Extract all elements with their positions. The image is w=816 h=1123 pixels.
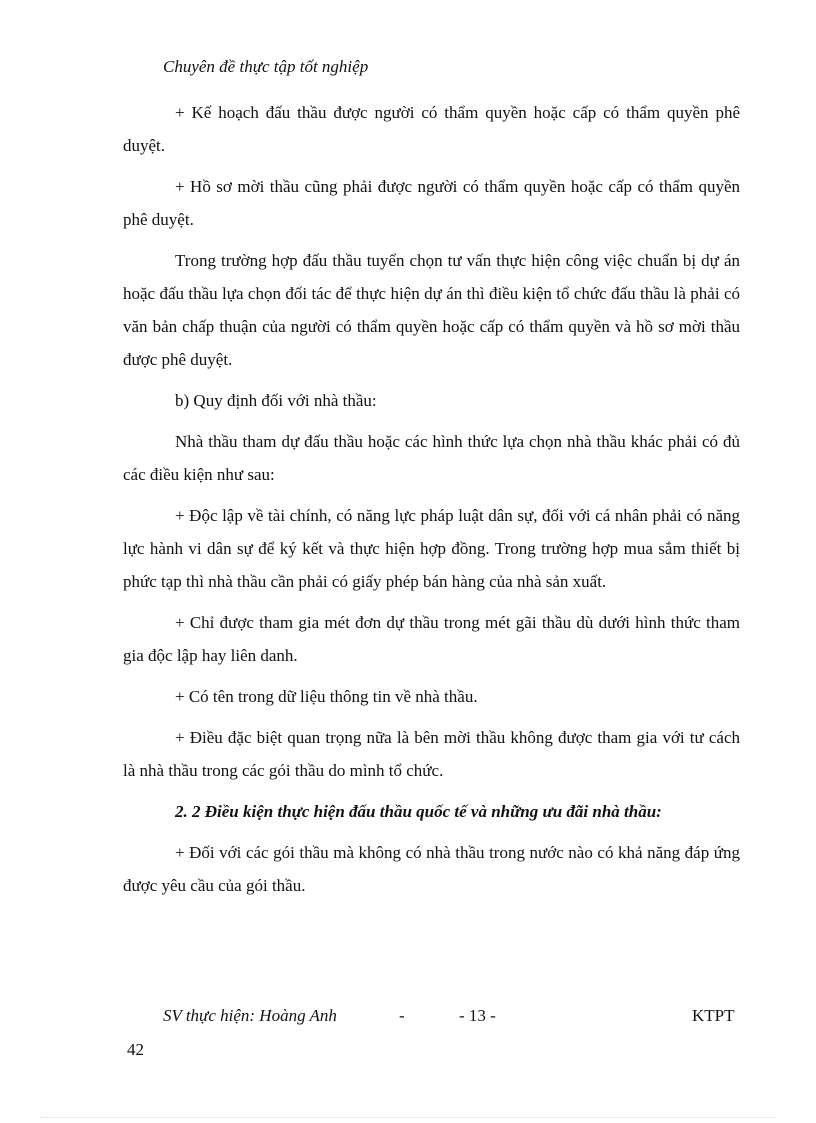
paragraph: Nhà thầu tham dự đấu thầu hoặc các hình thức lựa chọn nhà thầu khác phải có đủ các điều kiện như sau: xyxy=(123,432,740,484)
paragraph: + Chỉ được tham gia mét đơn dự thầu trong mét gãi thầu dù dưới hình thức tham gia độc lập hay liên danh. xyxy=(123,613,740,665)
paragraph: + Đối với các gói thầu mà không có nhà thầu trong nước nào có khả năng đáp ứng được yêu cầu của gói thầu. xyxy=(123,843,740,895)
footer-class-number: 42 xyxy=(127,1040,144,1059)
page-header: Chuyên đề thực tập tốt nghiệp xyxy=(163,57,369,76)
section-heading: 2. 2 Điều kiện thực hiện đấu thầu quốc tế và những ưu đãi nhà thầu: xyxy=(175,802,662,821)
footer-page-number: - 13 - xyxy=(459,1006,496,1025)
paragraph: + Có tên trong dữ liệu thông tin về nhà thầu. xyxy=(175,687,478,706)
document-body xyxy=(123,96,740,910)
paragraph: Trong trường hợp đấu thầu tuyển chọn tư vấn thực hiện công việc chuẩn bị dự án hoặc đấu thầu lựa chọn đối tác để thực hiện dự án thì điều kiện tổ chức đấu thầu là phải có văn bản chấp thuận của người có thẩm quyền hoặc cấp có thẩm quyền và hồ sơ mời thầu được phê duyệt. xyxy=(123,251,740,369)
paragraph: b) Quy định đối với nhà thầu: xyxy=(175,391,377,410)
bottom-divider xyxy=(40,1117,776,1118)
paragraph: + Hồ sơ mời thầu cũng phải được người có thẩm quyền hoặc cấp có thẩm quyền phê duyệt. xyxy=(123,177,740,229)
footer-author: SV thực hiện: Hoàng Anh xyxy=(163,1006,337,1025)
paragraph: + Điều đặc biệt quan trọng nữa là bên mời thầu không được tham gia với tư cách là nhà thầu trong các gói thầu do mình tổ chức. xyxy=(123,728,740,780)
paragraph: + Độc lập về tài chính, có năng lực pháp luật dân sự, đối với cá nhân phải có năng lực hành vi dân sự để ký kết và thực hiện hợp đồng. Trong trường hợp mua sắm thiết bị phức tạp thì nhà thầu cần phải có giấy phép bán hàng của nhà sản xuất. xyxy=(123,506,740,591)
paragraph: + Kế hoạch đấu thầu được người có thẩm quyền hoặc cấp có thẩm quyền phê duyệt. xyxy=(123,103,740,155)
footer-dash: - xyxy=(399,1006,405,1025)
footer-department: KTPT xyxy=(692,1006,735,1025)
